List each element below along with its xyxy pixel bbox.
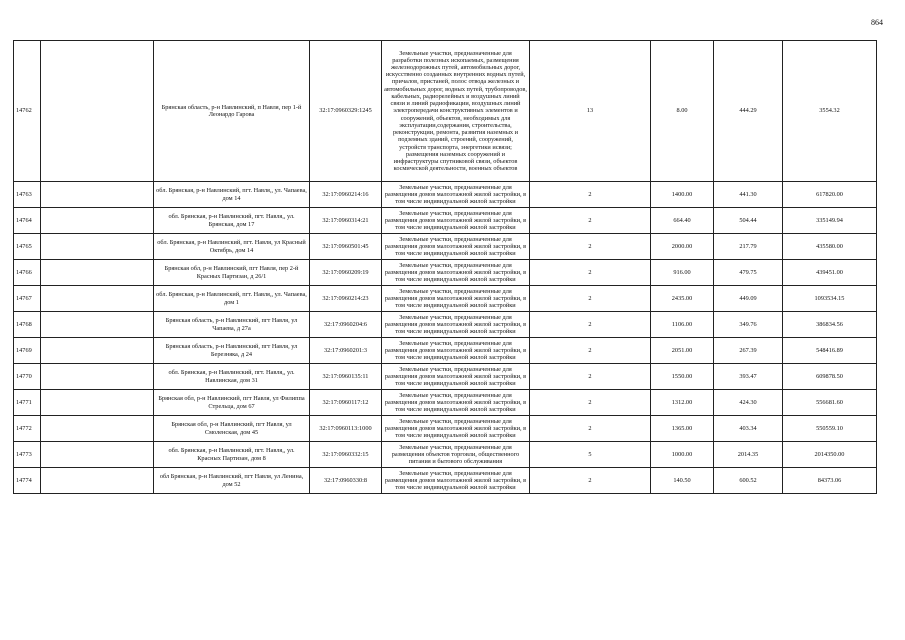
blank-column	[41, 182, 154, 208]
use-group-cell: 2	[530, 312, 651, 338]
blank-column	[41, 442, 154, 468]
record-number: 14763	[14, 182, 41, 208]
specific-value-cell: 441.30	[714, 182, 783, 208]
blank-column	[41, 338, 154, 364]
cadastral-number-cell: 32:17:0960204:6	[310, 312, 382, 338]
area-cell: 1365.00	[651, 416, 714, 442]
table-row	[14, 286, 877, 312]
specific-value-cell: 403.34	[714, 416, 783, 442]
cadastral-value-cell: 609878.50	[783, 364, 877, 390]
use-group-cell: 13	[530, 41, 651, 182]
use-group-cell: 5	[530, 442, 651, 468]
use-group-cell: 2	[530, 208, 651, 234]
address-cell: Брянская обл, р-н Навлинский, пгт Навля, ул Филиппа Стрельца, дом 67	[154, 390, 310, 416]
use-group-cell: 2	[530, 260, 651, 286]
address-cell: обл Брянская, р-н Навлинский, пгт Навля, ул Ленина, дом 52	[154, 468, 310, 494]
address-cell: обл. Брянская, р-н Навлинский, пгт. Навля,, ул. Чапаева, дом 1	[154, 286, 310, 312]
use-group-cell: 2	[530, 364, 651, 390]
record-number: 14773	[14, 442, 41, 468]
record-number: 14765	[14, 234, 41, 260]
area-cell: 140.50	[651, 468, 714, 494]
cadastral-value-cell: 439451.00	[783, 260, 877, 286]
specific-value-cell: 217.79	[714, 234, 783, 260]
land-use-cell: Земельные участки, предназначенные для размещения домов малоэтажной жилой застройки, в том числе индивидуальной жилой застройки	[382, 208, 530, 234]
land-use-cell: Земельные участки, предназначенные для разработки полезных ископаемых, размещения железнодорожных путей, автомобильных дорог, искусственно созданных внутренних водных путей, причалов, пристаней, полос отвода железных и автомобильных дорог, водных путей, трубопроводов, кабельных, радиорелейных и воздушных линий связи и линий радиофикации, воздушных линий электропередачи конструктивных элементов и сооружений, объектов, необходимых для эксплуатации,содержания, строительства, реконструкции, ремонта, развития наземных и подземных зданий, строений, сооружений, устройств транспорта, энергетики исвязи; размещения наземных сооружений и инфраструктуры спутниковой связи, объектов космической деятельности, военных объектов	[382, 41, 530, 182]
use-group-cell: 2	[530, 390, 651, 416]
table-row	[14, 442, 877, 468]
record-number: 14762	[14, 41, 41, 182]
land-use-cell: Земельные участки, предназначенные для размещения домов малоэтажной жилой застройки, в том числе индивидуальной жилой застройки	[382, 286, 530, 312]
area-cell: 916.00	[651, 260, 714, 286]
area-cell: 1400.00	[651, 182, 714, 208]
land-use-cell: Земельные участки, предназначенные для размещения домов малоэтажной жилой застройки, в том числе индивидуальной жилой застройки	[382, 182, 530, 208]
blank-column	[41, 364, 154, 390]
cadastral-number-cell: 32:17:0960214:16	[310, 182, 382, 208]
table-row	[14, 208, 877, 234]
blank-column	[41, 468, 154, 494]
blank-column	[41, 312, 154, 338]
address-cell: Брянская область, р-н Навлинский, пгт Навля, ул Чапаева, д 27а	[154, 312, 310, 338]
land-use-cell: Земельные участки, предназначенные для размещения домов малоэтажной жилой застройки, в том числе индивидуальной жилой застройки	[382, 468, 530, 494]
table-row	[14, 234, 877, 260]
cadastral-number-cell: 32:17:0960501:45	[310, 234, 382, 260]
use-group-cell: 2	[530, 416, 651, 442]
specific-value-cell: 479.75	[714, 260, 783, 286]
cadastral-number-cell: 32:17:0960332:15	[310, 442, 382, 468]
record-number: 14771	[14, 390, 41, 416]
use-group-cell: 2	[530, 286, 651, 312]
blank-column	[41, 286, 154, 312]
cadastral-value-cell: 617820.00	[783, 182, 877, 208]
cadastral-value-cell: 1093534.15	[783, 286, 877, 312]
cadastral-number-cell: 32:17:0960135:11	[310, 364, 382, 390]
specific-value-cell: 393.47	[714, 364, 783, 390]
land-use-cell: Земельные участки, предназначенные для размещения домов малоэтажной жилой застройки, в том числе индивидуальной жилой застройки	[382, 312, 530, 338]
land-use-cell: Земельные участки, предназначенные для размещения домов малоэтажной жилой застройки, в том числе индивидуальной жилой застройки	[382, 338, 530, 364]
land-use-cell: Земельные участки, предназначенные для размещения домов малоэтажной жилой застройки, в том числе индивидуальной жилой застройки	[382, 234, 530, 260]
table-row	[14, 364, 877, 390]
blank-column	[41, 260, 154, 286]
cadastral-number-cell: 32:17:0960201:3	[310, 338, 382, 364]
cadastral-number-cell: 32:17:0960209:19	[310, 260, 382, 286]
cadastral-number-cell: 32:17:0960329:1245	[310, 41, 382, 182]
blank-column	[41, 390, 154, 416]
table-row	[14, 260, 877, 286]
area-cell: 2000.00	[651, 234, 714, 260]
record-number: 14764	[14, 208, 41, 234]
use-group-cell: 2	[530, 468, 651, 494]
cadastral-number-cell: 32:17:0960330:8	[310, 468, 382, 494]
table-row	[14, 182, 877, 208]
cadastral-value-cell: 435580.00	[783, 234, 877, 260]
specific-value-cell: 600.52	[714, 468, 783, 494]
area-cell: 1106.00	[651, 312, 714, 338]
area-cell: 664.40	[651, 208, 714, 234]
cadastral-value-cell: 548416.89	[783, 338, 877, 364]
specific-value-cell: 267.39	[714, 338, 783, 364]
area-cell: 1550.00	[651, 364, 714, 390]
page-number: 864	[871, 18, 883, 27]
record-number: 14767	[14, 286, 41, 312]
area-cell: 1312.00	[651, 390, 714, 416]
address-cell: обл. Брянская, р-н Навлинский, пгт. Навля,, ул. Чапаева, дом 14	[154, 182, 310, 208]
area-cell: 8.00	[651, 41, 714, 182]
area-cell: 2051.00	[651, 338, 714, 364]
address-cell: Брянская обл, р-н Навлинский, пгт Навля, пер 2-й Красных Партизан, д 26/1	[154, 260, 310, 286]
land-use-cell: Земельные участки, предназначенные для размещения домов малоэтажной жилой застройки, в том числе индивидуальной жилой застройки	[382, 390, 530, 416]
record-number: 14766	[14, 260, 41, 286]
land-use-cell: Земельные участки, предназначенные для размещения домов малоэтажной жилой застройки, в том числе индивидуальной жилой застройки	[382, 364, 530, 390]
land-use-cell: Земельные участки, предназначенные для размещения объектов торговли, общественного питания и бытового обслуживания	[382, 442, 530, 468]
cadastral-value-cell: 556681.60	[783, 390, 877, 416]
table-row	[14, 41, 877, 182]
land-use-cell: Земельные участки, предназначенные для размещения домов малоэтажной жилой застройки, в том числе индивидуальной жилой застройки	[382, 416, 530, 442]
blank-column	[41, 41, 154, 182]
cadastral-value-cell: 84373.06	[783, 468, 877, 494]
address-cell: обл. Брянская, р-н Навлинский, пгт. Навля, ул Красный Октябрь, дом 14	[154, 234, 310, 260]
blank-column	[41, 234, 154, 260]
table-row	[14, 312, 877, 338]
cadastral-value-cell: 3554.32	[783, 41, 877, 182]
address-cell: Брянская область, р-н Навлинский, п Навля, пер 1-й Леонардо Гарова	[154, 41, 310, 182]
address-cell: обл. Брянская, р-н Навлинский, пгт. Навля,, ул. Брянская, дом 17	[154, 208, 310, 234]
specific-value-cell: 444.29	[714, 41, 783, 182]
record-number: 14769	[14, 338, 41, 364]
cadastral-number-cell: 32:17:0960314:21	[310, 208, 382, 234]
cadastral-value-table	[13, 40, 877, 494]
cadastral-value-cell: 335149.94	[783, 208, 877, 234]
address-cell: обл. Брянская, р-н Навлинский, пгт. Навля,, ул. Навлинская, дом 31	[154, 364, 310, 390]
cadastral-value-cell: 550559.10	[783, 416, 877, 442]
cadastral-value-cell: 2014350.00	[783, 442, 877, 468]
use-group-cell: 2	[530, 234, 651, 260]
specific-value-cell: 424.30	[714, 390, 783, 416]
record-number: 14772	[14, 416, 41, 442]
table-row	[14, 468, 877, 494]
record-number: 14774	[14, 468, 41, 494]
blank-column	[41, 208, 154, 234]
use-group-cell: 2	[530, 182, 651, 208]
land-use-cell: Земельные участки, предназначенные для размещения домов малоэтажной жилой застройки, в том числе индивидуальной жилой застройки	[382, 260, 530, 286]
record-number: 14768	[14, 312, 41, 338]
area-cell: 1000.00	[651, 442, 714, 468]
table-row	[14, 390, 877, 416]
blank-column	[41, 416, 154, 442]
cadastral-number-cell: 32:17:0960214:23	[310, 286, 382, 312]
cadastral-number-cell: 32:17:0960117:12	[310, 390, 382, 416]
address-cell: Брянская обл, р-н Навлинский, пгт Навля, ул Смоленская, дом 45	[154, 416, 310, 442]
address-cell: обл. Брянская, р-н Навлинский, пгт. Навля,, ул. Красных Партизан, дом 8	[154, 442, 310, 468]
specific-value-cell: 504.44	[714, 208, 783, 234]
use-group-cell: 2	[530, 338, 651, 364]
cadastral-number-cell: 32:17:0960113:1000	[310, 416, 382, 442]
address-cell: Брянская область, р-н Навлинский, пгт Навля, ул Березняка, д 24	[154, 338, 310, 364]
record-number: 14770	[14, 364, 41, 390]
specific-value-cell: 349.76	[714, 312, 783, 338]
table-row	[14, 416, 877, 442]
area-cell: 2435.00	[651, 286, 714, 312]
table-row	[14, 338, 877, 364]
specific-value-cell: 2014.35	[714, 442, 783, 468]
cadastral-value-cell: 386834.56	[783, 312, 877, 338]
specific-value-cell: 449.09	[714, 286, 783, 312]
